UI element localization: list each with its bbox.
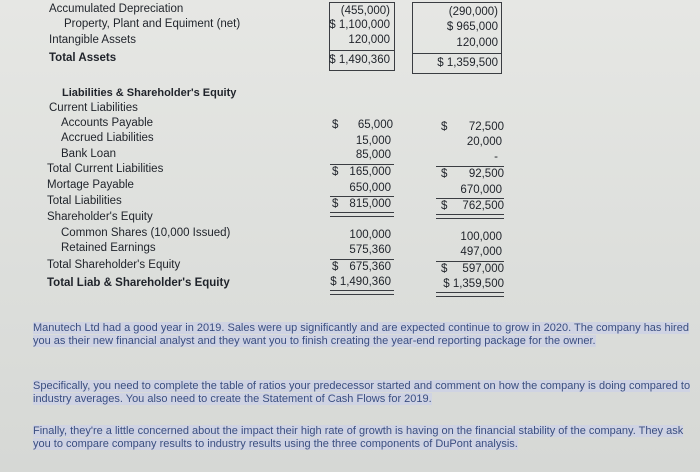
paragraph-intro [33, 322, 693, 347]
common-shares-2018: 100,000 [460, 231, 502, 243]
total-liab-equity-label: Total Liab & Shareholder's Equity [47, 277, 230, 289]
accumulated-depreciation-label: Accumulated Depreciation [49, 3, 184, 15]
te-2018-dollar: $ [441, 263, 448, 275]
total-current-2018: 92,500 [468, 168, 504, 180]
paragraph-intro-text: Manutech Ltd had a good year in 2019. Sales were up significantly and are expected continue to grow in 2020. The company has hired you as their new financial analyst and they want you to finish creating the year-end reporting package for the owner. [33, 322, 689, 347]
total-liabilities-2018-rule [436, 198, 504, 199]
total-liabilities-2019-underline [330, 212, 394, 217]
accrued-2019: 15,000 [355, 135, 391, 147]
ap-2018-dollar: $ [441, 121, 448, 133]
retained-earnings-label: Retained Earnings [61, 242, 156, 254]
mortgage-2019: 650,000 [349, 182, 391, 194]
accounts-payable-label: Accounts Payable [61, 117, 154, 129]
paragraph-dupont-text: Finally, they're a little concerned about the impact their high rate of growth is having on the financial stability of the company. They ask you to compare company results to industry results using the three components of DuPont analysis. [33, 425, 684, 450]
intangible-2019: 120,000 [348, 34, 390, 46]
shareholders-equity-label: Shareholder's Equity [47, 211, 153, 223]
total-liab-equity-2018-underline [436, 292, 504, 297]
ap-2019-dollar: $ [332, 119, 339, 131]
accrued-liabilities-label: Accrued Liabilities [61, 132, 154, 144]
tcl-2018-dollar: $ [441, 168, 448, 180]
accum-dep-2018: (290,000) [448, 6, 498, 18]
intangible-2018: 120,000 [456, 37, 498, 49]
total-assets-2019-rule [329, 50, 395, 51]
accrued-2018: 20,000 [466, 136, 502, 148]
paragraph-task-text: Specifically, you need to complete the table of ratios your predecessor started and comment on how the company is doing compared to industry averages. You also need to create the Statement of Cash Flows for 2019. [33, 380, 691, 405]
mortgage-2018: 670,000 [460, 184, 502, 196]
tl-2018-dollar: $ [441, 200, 448, 212]
liabilities-heading: Liabilities & Shareholder's Equity [62, 87, 237, 99]
intangible-assets-label: Intangible Assets [49, 34, 136, 46]
total-assets-2019: $ 1,490,360 [329, 54, 390, 66]
te-2019-dollar: $ [332, 261, 339, 273]
ppe-net-label: Property, Plant and Equiment (net) [64, 18, 241, 30]
common-shares-2019: 100,000 [349, 229, 391, 241]
total-shareholders-equity-label: Total Shareholder's Equity [47, 259, 181, 271]
total-liabilities-2018-underline [436, 214, 504, 219]
paragraph-dupont [33, 425, 693, 450]
total-assets-2018-rule [412, 53, 502, 54]
total-current-2018-rule [436, 166, 504, 167]
accounts-payable-2018: 72,500 [468, 121, 504, 133]
mortgage-payable-label: Mortage Payable [47, 179, 134, 191]
current-liabilities-label: Current Liabilities [49, 102, 138, 114]
total-equity-2018: 597,000 [462, 263, 504, 275]
total-liabilities-2018: 762,500 [462, 200, 504, 212]
bank-loan-2018: - [494, 151, 498, 163]
accounts-payable-2019: 65,000 [357, 119, 393, 131]
total-liab-equity-2019: $ 1,490,360 [330, 276, 391, 288]
total-current-2019: 165,000 [349, 166, 391, 178]
total-liabilities-2019-rule [330, 196, 394, 197]
retained-2018: 497,000 [460, 246, 502, 258]
retained-2019: 575,360 [349, 244, 391, 256]
total-liabilities-2019: 815,000 [349, 198, 391, 210]
ppe-2018: $ 965,000 [446, 21, 498, 33]
bank-loan-label: Bank Loan [61, 148, 116, 160]
total-assets-label: Total Assets [49, 52, 117, 64]
paragraph-task [33, 380, 693, 405]
bank-loan-2019: 85,000 [355, 149, 391, 161]
total-equity-2019-rule [330, 259, 394, 260]
total-liab-equity-2018: $ 1,359,500 [443, 278, 504, 290]
accum-dep-2019: (455,000) [340, 5, 390, 17]
total-liab-equity-2019-underline [330, 290, 394, 295]
total-current-liabilities-label: Total Current Liabilities [47, 163, 164, 175]
total-current-2019-rule [330, 164, 394, 165]
total-assets-2018: $ 1,359,500 [437, 57, 498, 69]
common-shares-label: Common Shares (10,000 Issued) [61, 227, 231, 239]
ppe-2019: $ 1,100,000 [329, 19, 390, 31]
total-liabilities-label: Total Liabilities [47, 195, 122, 207]
total-equity-2019: 675,360 [349, 261, 391, 273]
total-equity-2018-rule [436, 261, 504, 262]
tl-2019-dollar: $ [332, 198, 339, 210]
tcl-2019-dollar: $ [332, 166, 339, 178]
